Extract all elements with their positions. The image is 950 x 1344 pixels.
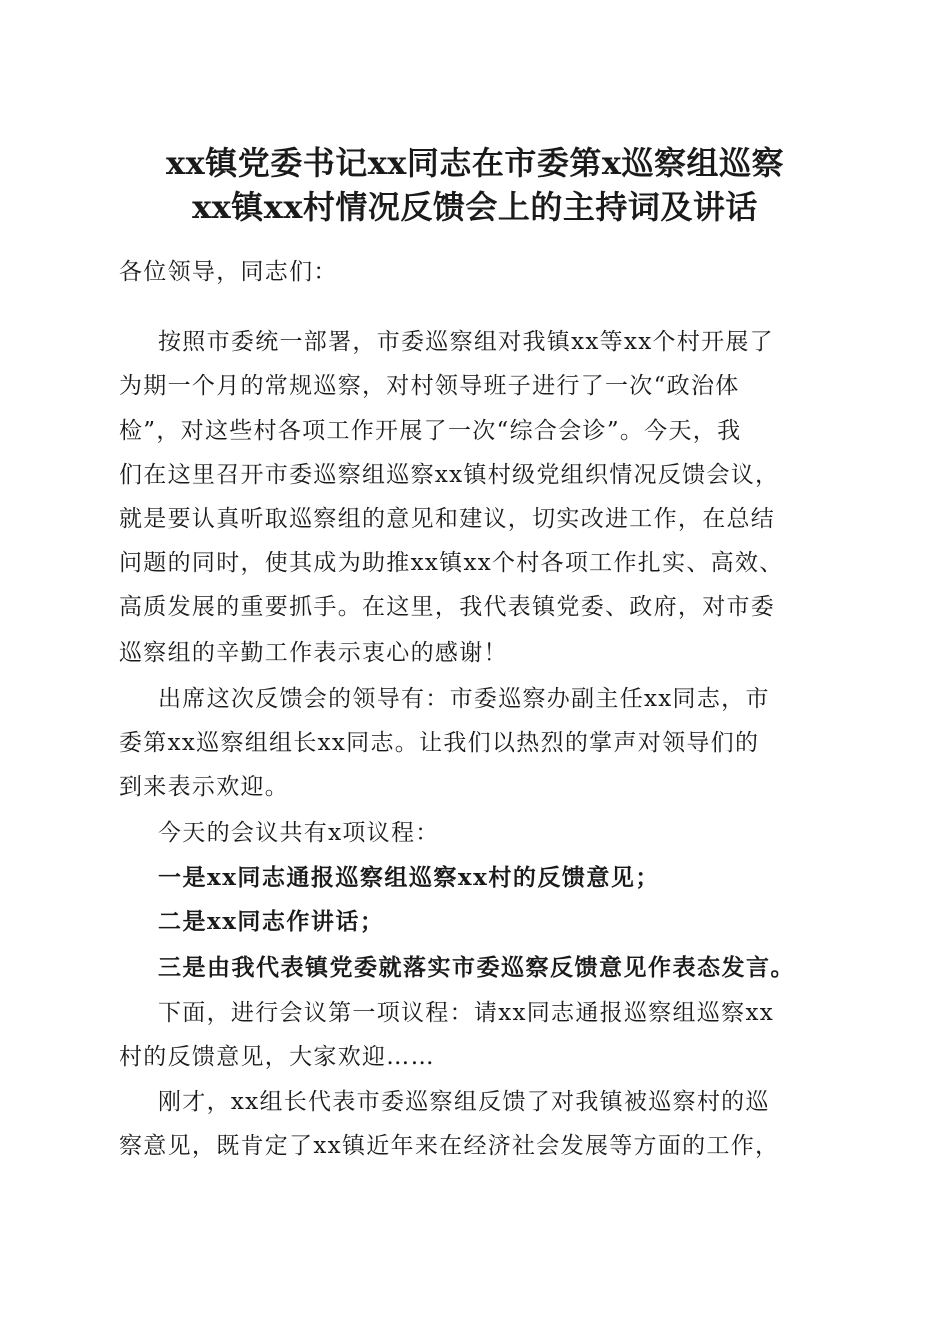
paragraph-line: 高质发展的重要抓手。在这里，我代表镇党委、政府，对市委 (119, 594, 776, 620)
document-title-line-2: xx镇xx村情况反馈会上的主持词及讲话 (192, 188, 758, 226)
paragraph-line: 委第xx巡察组组长xx同志。让我们以热烈的掌声对领导们的 (119, 730, 760, 756)
document-title-line-1: xx镇党委书记xx同志在市委第x巡察组巡察 (166, 144, 784, 182)
paragraph-line: 按照市委统一部署，市委巡察组对我镇xx等xx个村开展了 (158, 329, 774, 355)
paragraph-line: 下面，进行会议第一项议程：请xx同志通报巡察组巡察xx (158, 1000, 774, 1026)
paragraph-line: 巡察组的辛勤工作表示衷心的感谢！ (119, 640, 508, 666)
paragraph-line: 检”，对这些村各项工作开展了一次“综合会诊”。今天，我 (119, 418, 742, 444)
paragraph-line: 为期一个月的常规巡察，对村领导班子进行了一次“政治体 (119, 373, 740, 399)
agenda-item: 二是xx同志作讲话； (158, 908, 385, 935)
salutation: 各位领导，同志们： (119, 259, 338, 285)
paragraph-line: 出席这次反馈会的领导有：市委巡察办副主任xx同志，市 (158, 686, 770, 712)
paragraph-line: 就是要认真听取巡察组的意见和建议，切实改进工作，在总结 (119, 506, 776, 532)
paragraph-line: 到来表示欢迎。 (119, 774, 290, 800)
paragraph-line: 察意见，既肯定了xx镇近年来在经济社会发展等方面的工作， (119, 1133, 780, 1159)
agenda-item: 三是由我代表镇党委就落实市委巡察反馈意见作表态发言。 (158, 954, 795, 981)
paragraph-line: 刚才，xx组长代表市委巡察组反馈了对我镇被巡察村的巡 (158, 1089, 770, 1115)
paragraph-line: 们在这里召开市委巡察组巡察xx镇村级党组织情况反馈会议， (119, 462, 780, 488)
paragraph-line: 今天的会议共有x项议程： (158, 820, 440, 846)
agenda-item: 一是xx同志通报巡察组巡察xx村的反馈意见； (158, 864, 660, 891)
paragraph-line: 问题的同时，使其成为助推xx镇xx个村各项工作扎实、高效、 (119, 550, 784, 576)
paragraph-line: 村的反馈意见，大家欢迎…… (119, 1044, 435, 1070)
